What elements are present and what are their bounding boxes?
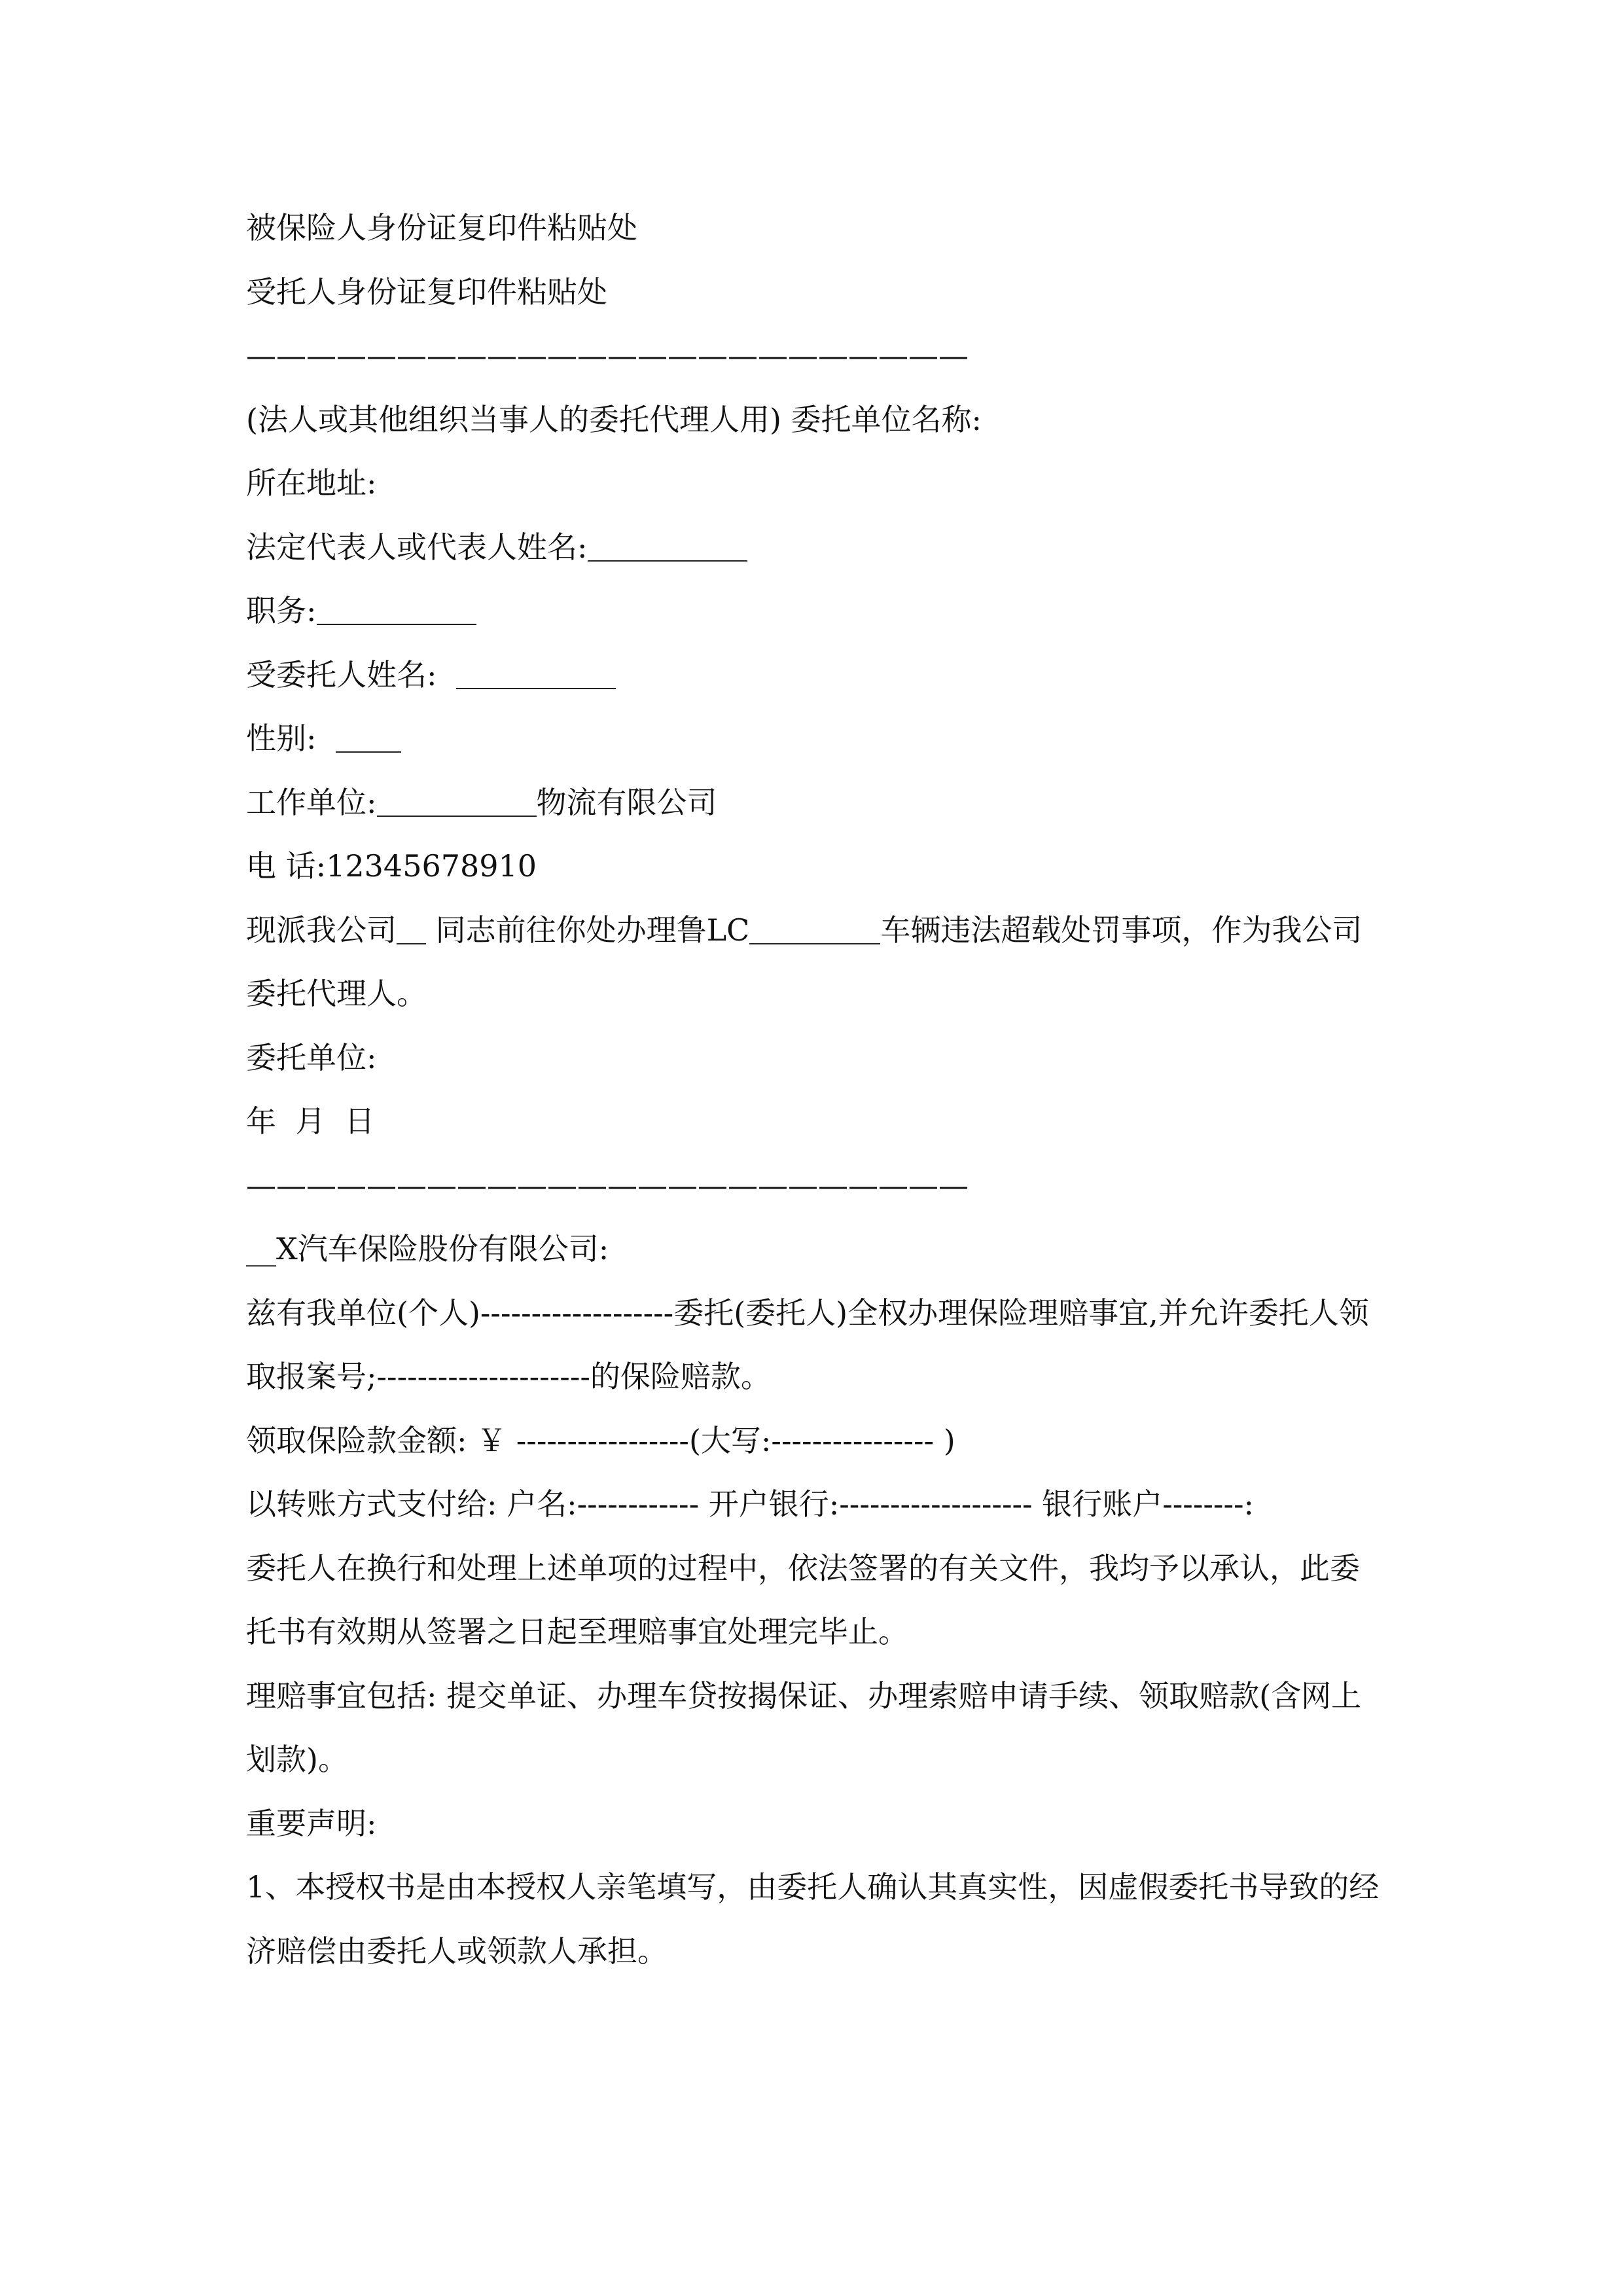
plate-number-blank (749, 917, 880, 944)
workplace-line (246, 771, 1385, 835)
dispatch-text-2: 同志前往你处办理鲁LC (435, 912, 750, 948)
dispatch-text-1: 现派我公司 (246, 912, 397, 948)
position-line (246, 579, 1385, 643)
document-body (246, 196, 1385, 1983)
amount-line: 领取保险款金额: ￥ -----------------(大写:---------------- ) (246, 1422, 955, 1458)
trustee-name-line (246, 643, 1385, 708)
declaration-item-1: 1、本授权书是由本授权人亲笔填写，由委托人确认其真实性，因虚假委托书导致的经济赔偿由委托人或领款人承担。 (246, 1869, 1380, 1969)
comrade-name-blank (397, 917, 426, 944)
company-name: X汽车保险股份有限公司: (276, 1231, 609, 1266)
trustee-id-paste-label: 受托人身份证复印件粘贴处 (246, 274, 607, 310)
workplace-blank (377, 789, 537, 817)
workplace-label: 工作单位: (246, 784, 377, 820)
legal-representative-label: 法定代表人或代表人姓名: (246, 529, 588, 565)
company-greeting (246, 1217, 1385, 1282)
trustee-name-blank (456, 662, 616, 689)
legal-representative-line (246, 516, 1385, 580)
trustee-name-label: 受委托人姓名: (246, 656, 437, 692)
insured-id-paste-label: 被保险人身份证复印件粘贴处 (246, 210, 637, 245)
separator-line-2: ———————————————————————— (246, 1167, 969, 1203)
position-blank (317, 598, 476, 625)
gender-blank (336, 725, 401, 753)
company-prefix-blank: __ (246, 1231, 276, 1266)
entrusting-unit-name-label: (法人或其他组织当事人的委托代理人用) 委托单位名称: (246, 401, 982, 437)
dispatch-text-3: 车辆违法超载处罚事项，作为我公司委托代理人。 (246, 912, 1363, 1011)
authorization-paragraph: 兹有我单位(个人)-------------------委托(委托人)全权办理保险理赔事宜,并允许委托人领取报案号;---------------------的保险赔款。 (246, 1295, 1369, 1394)
workplace-suffix: 物流有限公司 (536, 784, 717, 820)
gender-line (246, 707, 1385, 771)
date-label: 年 月 日 (246, 1103, 375, 1139)
transfer-line: 以转账方式支付给: 户名:------------ 开户银行:------------------- 银行账户--------: (246, 1486, 1255, 1522)
validity-paragraph: 委托人在换行和处理上述单项的过程中，依法签署的有关文件，我均予以承认，此委托书有效期从签署之日起至理赔事宜处理完毕止。 (246, 1550, 1360, 1649)
legal-representative-blank (588, 534, 747, 562)
position-label: 职务: (246, 593, 317, 628)
address-label: 所在地址: (246, 465, 377, 501)
separator-line: ———————————————————————— (246, 338, 969, 373)
phone-line (246, 834, 1385, 899)
phone-label: 电 话: (246, 848, 327, 884)
gender-label: 性别: (246, 721, 317, 756)
dispatch-paragraph (246, 899, 1385, 1026)
client-unit-label: 委托单位: (246, 1039, 377, 1075)
declaration-label: 重要声明: (246, 1805, 377, 1841)
phone-value: 12345678910 (326, 848, 537, 884)
claim-scope-paragraph: 理赔事宜包括: 提交单证、办理车贷按揭保证、办理索赔申请手续、领取赔款(含网上划款)。 (246, 1677, 1362, 1777)
